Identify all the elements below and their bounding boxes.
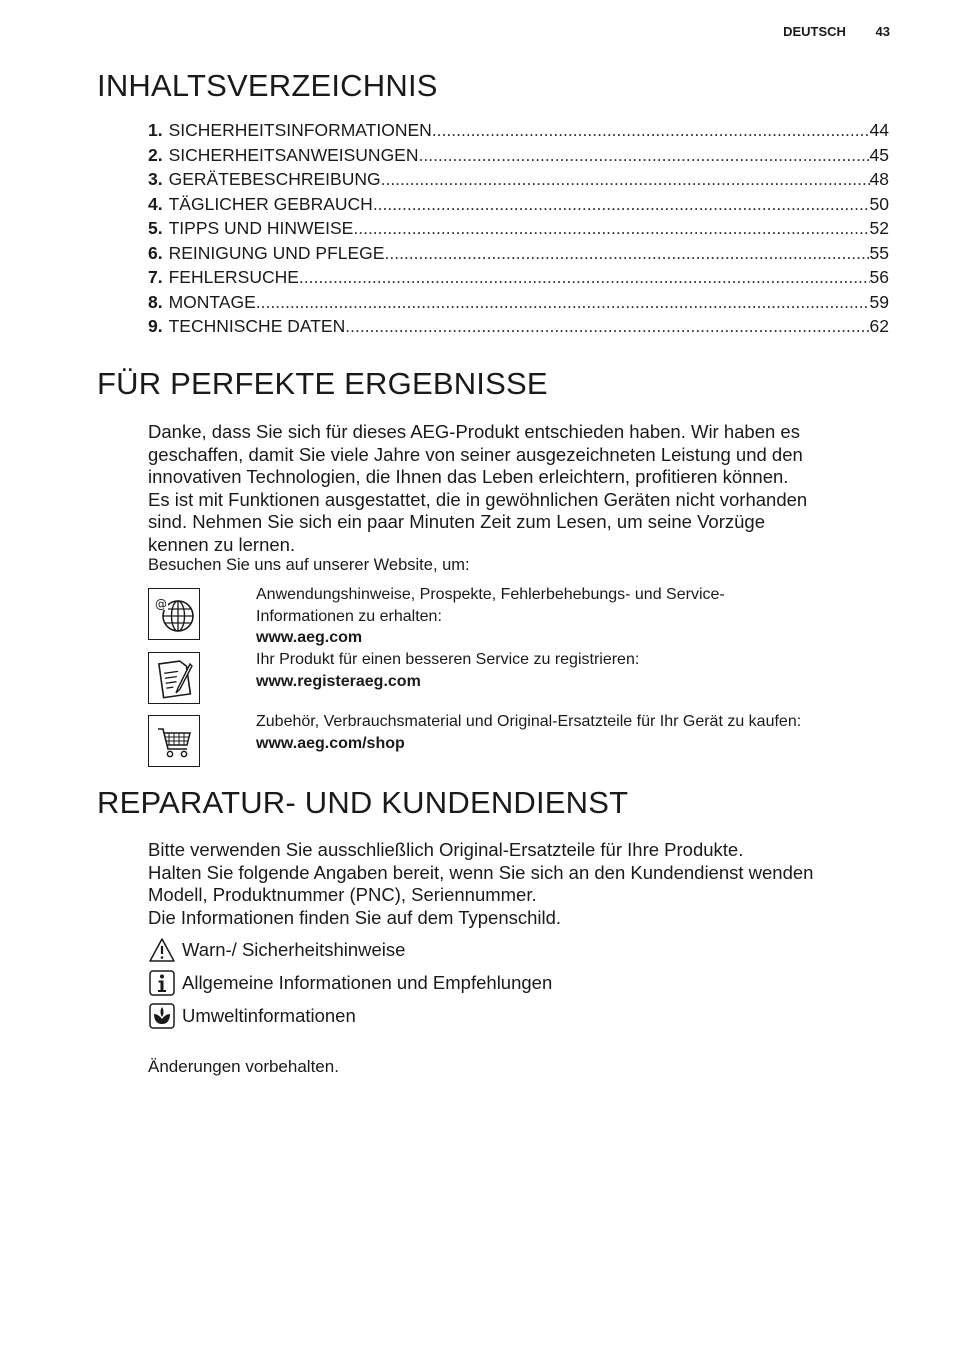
toc-item[interactable] xyxy=(148,267,889,292)
toc-item-page: 52 xyxy=(869,218,889,238)
toc-leader xyxy=(345,316,869,337)
toc-item-title: SICHERHEITSANWEISUNGEN xyxy=(168,144,419,165)
toc-item-title: TIPPS UND HINWEISE xyxy=(168,218,354,238)
info-icon xyxy=(148,969,176,997)
paragraph-line: kennen zu lernen. xyxy=(148,533,296,555)
toc-item[interactable] xyxy=(148,120,889,145)
change-note: Änderungen vorbehalten. xyxy=(148,1057,339,1076)
toc-item[interactable] xyxy=(148,316,889,341)
legend-environment xyxy=(148,1002,356,1030)
toc-item[interactable] xyxy=(148,194,889,219)
service-text: Ihr Produkt für einen besseren Service zu registrieren: xyxy=(256,651,640,668)
toc-item-number: 8. xyxy=(148,291,163,312)
service-item-info xyxy=(256,584,896,649)
toc-item-number: 1. xyxy=(148,120,163,140)
paragraph-line: Die Informationen finden Sie auf dem Typenschild. xyxy=(148,906,562,928)
paragraph-line: sind. Nehmen Sie sich ein paar Minuten Zeit zum Lesen, um seine Vorzüge xyxy=(148,511,765,532)
toc-leader xyxy=(432,120,870,141)
toc-item[interactable] xyxy=(148,169,889,194)
warning-icon xyxy=(148,936,176,964)
globe-at-icon xyxy=(148,588,200,640)
paragraph-line: Es ist mit Funktionen ausgestattet, die in gewöhnlichen Geräten nicht vorhanden xyxy=(148,488,808,510)
service-link-aeg[interactable]: www.aeg.com xyxy=(256,629,363,646)
toc-leader xyxy=(381,169,870,190)
toc-leader xyxy=(353,218,869,239)
toc-item[interactable] xyxy=(148,292,889,317)
toc-item-title: REINIGUNG UND PFLEGE xyxy=(168,242,385,263)
legend-label: Allgemeine Informationen und Empfehlungen xyxy=(182,972,553,993)
service-text: Zubehör, Verbrauchsmaterial und Original-Ersatzteile für Ihr Gerät zu kaufen: xyxy=(256,713,802,730)
toc-item-page: 45 xyxy=(869,144,889,165)
paragraph-line: Modell, Produktnummer (PNC), Seriennummer. xyxy=(148,884,537,905)
toc-item-title: TÄGLICHER GEBRAUCH xyxy=(168,193,373,214)
paragraph-line: geschaffen, damit Sie viele Jahre von seiner ausgezeichneten Leistung und den xyxy=(148,443,803,465)
toc-leader xyxy=(419,145,870,166)
toc-item-page: 62 xyxy=(869,316,889,336)
service-paragraph xyxy=(148,839,893,929)
service-link-shop[interactable]: www.aeg.com/shop xyxy=(256,734,405,752)
visit-label: Besuchen Sie uns auf unserer Website, um: xyxy=(148,556,470,574)
svg-text:@: @ xyxy=(155,597,167,611)
toc-item-number: 4. xyxy=(148,193,163,214)
legend-label: Umweltinformationen xyxy=(182,1005,356,1026)
toc-item-number: 7. xyxy=(148,267,163,287)
page-number: 43 xyxy=(875,24,890,39)
service-heading: REPARATUR- UND KUNDENDIENST xyxy=(97,785,629,820)
toc-item-page: 55 xyxy=(869,242,889,263)
toc-item[interactable] xyxy=(148,243,889,268)
toc-item-page: 48 xyxy=(869,169,889,189)
shopping-cart-icon xyxy=(148,715,200,767)
legend-info xyxy=(148,969,552,997)
toc-item-number: 6. xyxy=(148,242,163,263)
toc-item[interactable] xyxy=(148,145,889,170)
table-of-contents xyxy=(148,120,889,341)
toc-item-title: TECHNISCHE DATEN xyxy=(168,316,346,336)
language-label: DEUTSCH xyxy=(783,24,846,39)
toc-item-title: SICHERHEITSINFORMATIONEN xyxy=(168,120,432,140)
service-item-register xyxy=(256,649,896,692)
paragraph-line: innovativen Technologien, die Ihnen das Leben erleichtern, profitieren können. xyxy=(148,466,789,487)
toc-item[interactable] xyxy=(148,218,889,243)
results-heading: FÜR PERFEKTE ERGEBNISSE xyxy=(97,366,548,401)
toc-item-number: 2. xyxy=(148,144,163,165)
toc-item-page: 56 xyxy=(869,267,889,287)
paragraph-line: Bitte verwenden Sie ausschließlich Original-Ersatzteile für Ihre Produkte. xyxy=(148,839,744,860)
service-link-register[interactable]: www.registeraeg.com xyxy=(256,672,421,690)
results-paragraph xyxy=(148,421,893,556)
toc-item-title: FEHLERSUCHE xyxy=(168,267,299,287)
toc-item-title: GERÄTEBESCHREIBUNG xyxy=(168,169,381,189)
toc-item-number: 9. xyxy=(148,316,163,336)
document-pen-icon xyxy=(148,652,200,704)
toc-leader xyxy=(256,292,870,313)
toc-heading: INHALTSVERZEICHNIS xyxy=(97,68,438,103)
toc-item-page: 50 xyxy=(869,193,889,214)
toc-item-page: 44 xyxy=(869,120,889,140)
paragraph-line: Halten Sie folgende Angaben bereit, wenn Sie sich an den Kundendienst wenden xyxy=(148,861,814,883)
legend-label: Warn-/ Sicherheitshinweise xyxy=(182,939,406,960)
toc-leader xyxy=(384,243,869,264)
toc-item-page: 59 xyxy=(869,291,889,312)
toc-item-number: 3. xyxy=(148,169,163,189)
toc-leader xyxy=(373,194,870,215)
legend-warning xyxy=(148,936,405,964)
toc-item-number: 5. xyxy=(148,218,163,238)
service-text: Informationen zu erhalten: xyxy=(256,607,442,625)
paragraph-line: Danke, dass Sie sich für dieses AEG-Produkt entschieden haben. Wir haben es xyxy=(148,421,800,442)
service-text: Anwendungshinweise, Prospekte, Fehlerbehebungs- und Service- xyxy=(256,586,725,603)
page-header xyxy=(783,24,890,39)
toc-item-title: MONTAGE xyxy=(168,291,256,312)
service-item-shop xyxy=(256,711,896,754)
environment-icon xyxy=(148,1002,176,1030)
toc-leader xyxy=(299,267,870,288)
